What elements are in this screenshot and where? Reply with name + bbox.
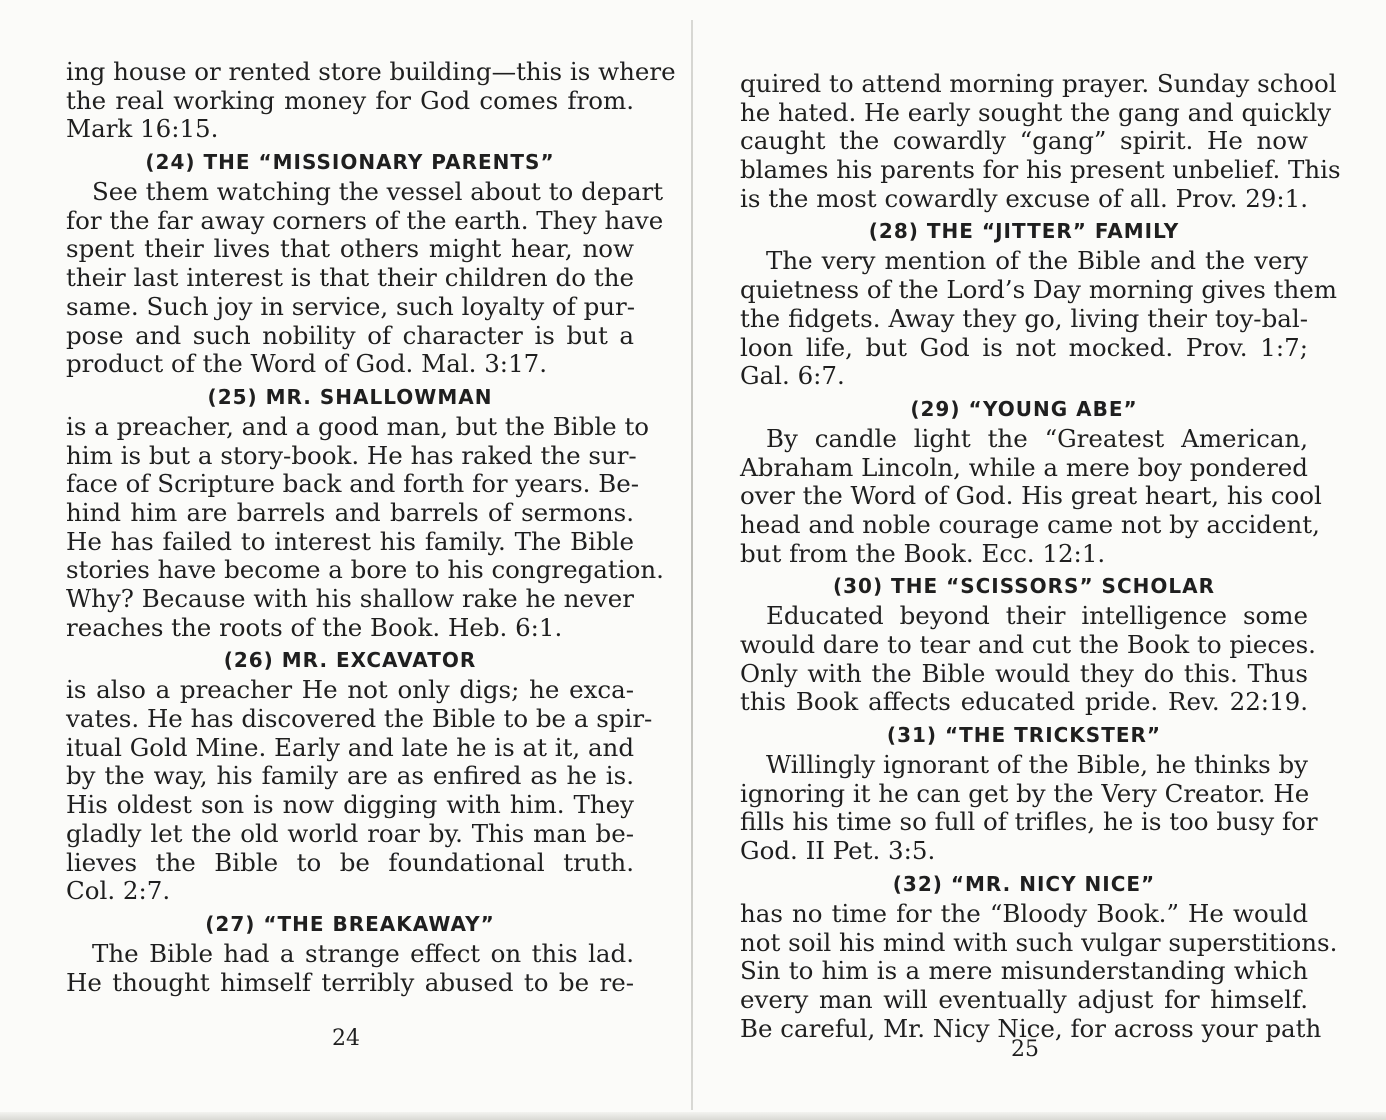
text-line: Gal. 6:7.	[740, 361, 845, 391]
text-line: caught the cowardly “gang” spirit. He now	[740, 126, 1308, 156]
text-line: same. Such joy in service, such loyalty of pur-	[66, 291, 636, 321]
section-heading-29: (29) “YOUNG ABE”	[910, 396, 1138, 421]
text-line: Only with the Bible would they do this. Thus	[740, 658, 1308, 688]
section-heading-25: (25) MR. SHALLOWMAN	[207, 384, 493, 409]
text-line: Col. 2:7.	[66, 876, 171, 906]
section-heading-27: (27) “THE BREAKAWAY”	[205, 911, 495, 936]
text-line: fills his time so full of trifles, he is too busy for	[740, 807, 1318, 837]
text-line: reaches the roots of the Book. Heb. 6:1.	[66, 612, 563, 642]
text-line: not soil his mind with such vulgar superstitions.	[740, 927, 1338, 957]
text-line: Abraham Lincoln, while a mere boy pondered	[740, 452, 1308, 482]
section-heading-31: (31) “THE TRICKSTER”	[886, 723, 1162, 748]
section-heading-26: (26) MR. EXCAVATOR	[223, 648, 477, 673]
text-line: vates. He has discovered the Bible to be a spir-	[66, 704, 653, 734]
section-heading-28: (28) THE “JITTER” FAMILY	[868, 219, 1180, 244]
text-line: but from the Book. Ecc. 12:1.	[740, 538, 1106, 568]
text-line: gladly let the old world roar by. This man be-	[66, 818, 634, 848]
text-line: ignoring it he can get by the Very Creator. He	[740, 778, 1310, 808]
text-line: has no time for the “Bloody Book.” He would	[740, 898, 1308, 928]
left-page	[0, 0, 692, 1120]
text-line: He has failed to interest his family. The Bible	[66, 526, 634, 556]
text-line: this Book affects educated pride. Rev. 22:19.	[740, 687, 1308, 717]
text-line: would dare to tear and cut the Book to pieces.	[740, 630, 1316, 659]
text-line: lieves the Bible to be foundational truth.	[66, 847, 634, 877]
text-line: By candle light the “Greatest American,	[766, 423, 1308, 453]
page-number: 24	[332, 1026, 360, 1051]
section-heading-30: (30) THE “SCISSORS” SCHOLAR	[832, 574, 1216, 599]
text-line: quietness of the Lord’s Day morning gives them	[740, 275, 1337, 305]
text-line: itual Gold Mine. Early and late he is at it, and	[66, 732, 635, 762]
text-line: pose and such nobility of character is but a	[66, 320, 634, 350]
text-line: spent their lives that others might hear, now	[66, 234, 634, 264]
text-line: is also a preacher He not only digs; he exca-	[66, 675, 634, 705]
right-page	[694, 0, 1386, 1120]
text-line: Why? Because with his shallow rake he never	[66, 584, 634, 613]
text-line: Educated beyond their intelligence some	[766, 601, 1308, 631]
text-line: See them watching the vessel about to depart	[92, 177, 664, 207]
text-line: He thought himself terribly abused to be re-	[66, 967, 634, 997]
text-line: ing house or rented store building—this is where	[66, 57, 676, 86]
text-line: the fidgets. Away they go, living their toy-bal-	[740, 303, 1308, 333]
text-line: quired to attend morning prayer. Sunday school	[740, 69, 1337, 98]
text-line: The Bible had a strange effect on this lad.	[92, 938, 634, 968]
text-line: Sin to him is a mere misunderstanding which	[740, 956, 1308, 986]
text-line: Willingly ignorant of the Bible, he thinks by	[766, 750, 1308, 780]
right-page-text	[740, 69, 1341, 1043]
text-line: he hated. He early sought the gang and quickly	[740, 97, 1332, 127]
left-page-text	[66, 57, 676, 997]
text-line: loon life, but God is not mocked. Prov. 1:7;	[740, 332, 1308, 362]
text-line: head and noble courage came not by accident,	[740, 509, 1320, 539]
text-line: him is but a story-book. He has raked the sur-	[66, 440, 637, 470]
text-line: blames his parents for his present unbelief. This	[740, 155, 1341, 185]
section-heading-32: (32) “MR. NICY NICE”	[892, 871, 1156, 896]
text-line: their last interest is that their children do the	[66, 263, 634, 293]
text-line: face of Scripture back and forth for years. Be-	[66, 469, 639, 499]
text-line: is the most cowardly excuse of all. Prov. 29:1.	[740, 183, 1308, 213]
text-line: the real working money for God comes from.	[66, 85, 634, 115]
text-line: The very mention of the Bible and the very	[766, 246, 1308, 276]
text-line: God. II Pet. 3:5.	[740, 836, 936, 866]
text-line: His oldest son is now digging with him. They	[66, 790, 634, 820]
text-line: every man will eventually adjust for himself.	[740, 984, 1308, 1014]
section-heading-24: (24) THE “MISSIONARY PARENTS”	[145, 150, 555, 175]
text-line: over the Word of God. His great heart, his cool	[740, 481, 1322, 511]
text-line: stories have become a bore to his congregation.	[66, 555, 664, 585]
book-gutter	[691, 20, 693, 1110]
text-line: hind him are barrels and barrels of sermons.	[66, 497, 634, 527]
text-line: is a preacher, and a good man, but the Bible to	[66, 411, 650, 441]
page-edge	[0, 1112, 1386, 1120]
text-line: for the far away corners of the earth. They have	[66, 205, 664, 235]
text-line: Be careful, Mr. Nicy Nice, for across your path	[740, 1013, 1322, 1043]
text-line: Mark 16:15.	[66, 114, 219, 144]
page-number: 25	[1011, 1037, 1039, 1062]
text-line: product of the Word of God. Mal. 3:17.	[66, 349, 548, 379]
text-line: by the way, his family are as enfired as he is.	[66, 761, 634, 791]
